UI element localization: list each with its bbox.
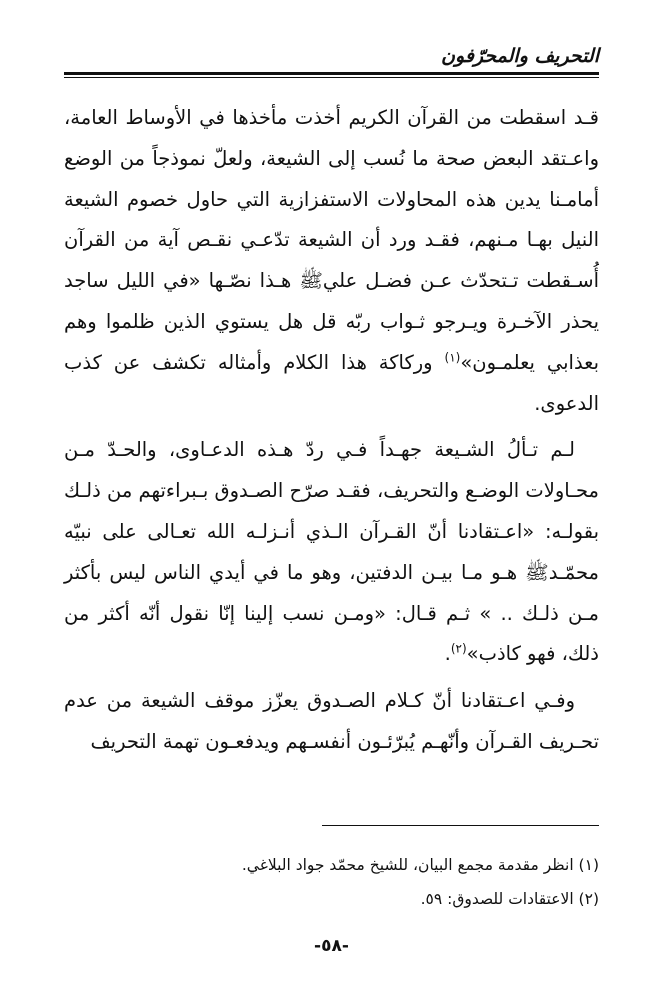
paragraph-text: وفـي اعـتقادنا أنّ كـلام الصـدوق يعزّز موقف الشيعة من عدم تحـريف القـرآن وأنّهـم يُبرّئـون أنفسـهم ويدفعـون تهمة التحريف [64, 689, 599, 753]
page-number: -٥٨- [314, 936, 349, 956]
paragraph-2 [64, 430, 599, 675]
paragraph-text: لـم تـألُ الشـيعة جهـداً فـي ردّ هـذه الدعـاوى، والحـدّ مـن محـاولات الوضـع والتحريف، فقـد صرّح الصـدوق بـبراءتهم من ذلـك بقولـه: «اعـتقادنا أنّ القـرآن الـذي أنـزلـه الله تعـالى على نبيّه محمّـدﷺ هـو مـا بيـن الدفتين، وهو ما في أيدي الناس ليس بأكثر مـن ذلـك .. » ثـم قـال: «ومـن نسب إلينا إنّا نقول أنّه أكثر من ذلك، فهو كاذب» [64, 438, 599, 666]
header-rule-thick [64, 72, 599, 75]
paragraph-1 [64, 98, 599, 424]
footnote-separator [322, 825, 599, 826]
paragraph-text: . [444, 642, 451, 666]
paragraph-3 [64, 681, 599, 763]
footnote-2: (٢) الاعتقادات للصدوق: ٥٩. [420, 890, 599, 908]
footnote-marker-1[interactable]: (١) [444, 350, 461, 365]
running-head: التحريف والمحرّفون [441, 45, 599, 67]
footnotes [64, 848, 599, 916]
header-rule-thin [64, 77, 599, 78]
paragraph-text: قـد اسقطت من القرآن الكريم أخذت مأخذها في الأوساط العامة، واعـتقد البعض صحة ما نُسب إلى الشيعة، ولعلّ نموذجاً من الوضع أمامـنا يدين هذه المحاولات الاستفزازية التي حاول خصوم الشيعة النيل بهـا مـنهم، فقـد ورد أن الشيعة تدّعـي نقـص آية من القرآن أُسـقطت تـتحدّث عـن فضـل عليﷺ هـذا نصّـها «في الليل ساجد يحذر الآخـرة ويـرجو ثـواب ربّه قل هل يستوي الذين ظلموا وهم بعذابي يعلمـون» [64, 106, 600, 374]
paragraph-text: وركاكة هذا الكلام وأمثاله تكشف عن كذب الدعوى. [64, 350, 599, 415]
main-text [64, 98, 599, 763]
footnote-marker-2[interactable]: (٢) [450, 641, 467, 656]
footnote-1: (١) انظر مقدمة مجمع البيان، للشيخ محمّد جواد البلاغي. [241, 856, 599, 874]
